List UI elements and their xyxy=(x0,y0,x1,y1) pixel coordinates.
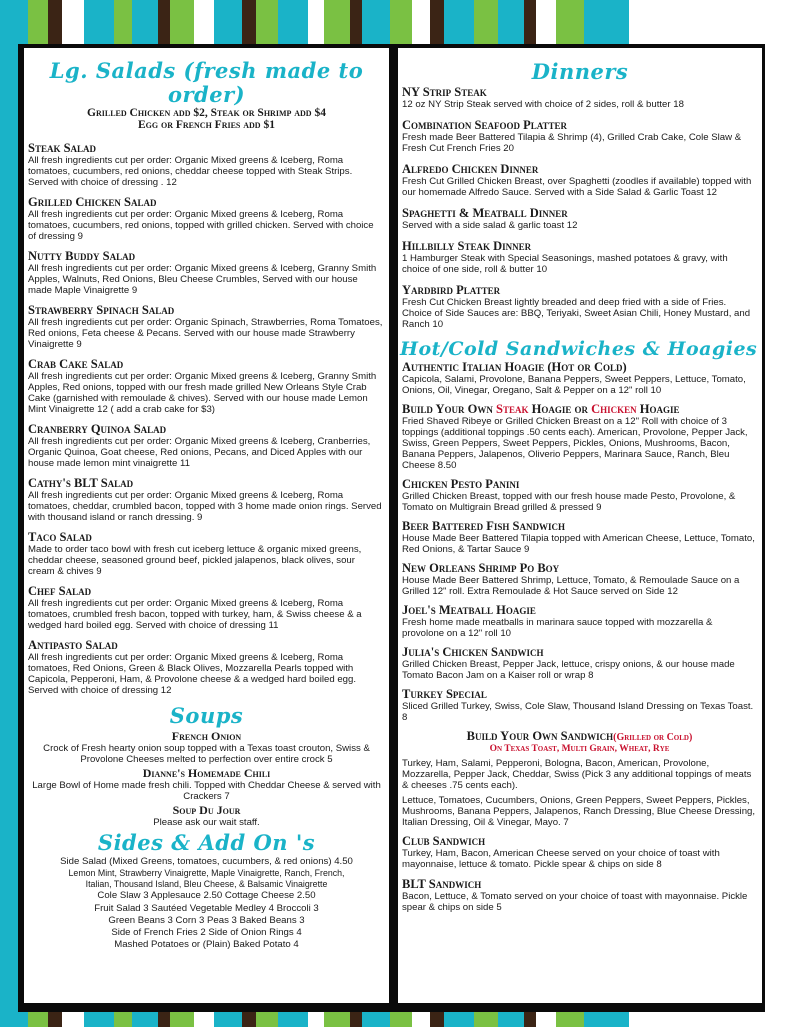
salad-item xyxy=(28,195,384,242)
dinner-desc: 1 Hamburger Steak with Special Seasonings, mashed potatoes & gravy, with choice of one side, roll & butter 10 xyxy=(402,253,728,275)
salad-item xyxy=(28,303,384,350)
sandwiches-list xyxy=(398,360,762,913)
club-sandwich-desc: Turkey, Ham, Bacon, American Cheese served on your choice of toast with mayonnaise, lettuce & tomato. Pickle spear & chips on side 8 xyxy=(402,848,720,870)
dinner-name: NY Strip Steak xyxy=(402,85,487,99)
byo-sandwich-desc-2: Lettuce, Tomatoes, Cucumbers, Onions, Green Peppers, Sweet Peppers, Pickles, Mushrooms, Banana Peppers, Jalapenos, Ranch Dressing, Blue Cheese Dressing, Italian Dressing, Oil & Vinegar, Mayo. 7 xyxy=(402,795,756,828)
sandwich-desc: Fresh home made meatballs in marinara sauce topped with mozzarella & provolone on a 12" roll 10 xyxy=(402,617,713,639)
salad-name: Cathy's BLT Salad xyxy=(28,476,134,490)
salad-item xyxy=(28,249,384,296)
byo-sandwich-breads: On Texas Toast, Multi Grain, Wheat, Rye xyxy=(489,744,670,754)
soup-item xyxy=(28,803,385,828)
soup-desc: Large Bowl of Home made fresh chili. Topped with Cheddar Cheese & served with Crackers 7 xyxy=(32,780,381,802)
soup-item xyxy=(28,729,385,765)
sandwich-name: Authentic Italian Hoagie (Hot or Cold) xyxy=(402,360,627,374)
dinner-name: Combination Seafood Platter xyxy=(402,118,568,132)
sandwich-name: Chicken Pesto Panini xyxy=(402,477,520,491)
salad-item xyxy=(28,638,384,696)
sandwich-name: Beer Battered Fish Sandwich xyxy=(402,519,565,533)
dinner-item xyxy=(402,85,757,110)
sandwich-desc: Grilled Chicken Breast, topped with our fresh house made Pesto, Provolone, & Tomato on Multigrain Bread grilled & pressed 9 xyxy=(402,491,736,513)
salad-desc: All fresh ingredients cut per order: Organic Mixed greens & Iceberg, Roma tomatoes, cucumbers, red onions, topped with grilled chicken. Served with choice of dressing 9 xyxy=(28,209,374,242)
sandwich-name: Turkey Special xyxy=(402,687,487,701)
dinner-item xyxy=(402,162,757,198)
dinner-item xyxy=(402,239,757,275)
dinner-item xyxy=(402,118,757,154)
soups-list xyxy=(24,729,389,828)
sandwich-items xyxy=(402,477,757,723)
salad-name: Crab Cake Salad xyxy=(28,357,124,371)
salad-desc: Made to order taco bowl with fresh cut iceberg lettuce & organic mixed greens, cheddar cheese, seasoned ground beef, pickled jalapenos, black olives, sour cream & chives 9 xyxy=(28,544,362,577)
side-line: Fruit Salad 3 Sautéed Vegetable Medley 4 Broccoli 3 xyxy=(94,902,319,914)
side-line: Mashed Potatoes or (Plain) Baked Potato 4 xyxy=(114,939,299,951)
salad-item xyxy=(28,530,384,577)
sandwich-desc: Capicola, Salami, Provolone, Banana Peppers, Sweet Peppers, Lettuce, Tomato, Onions, Oil, Vinegar, Oregano, Salt & Pepper on a 12" roll 10 xyxy=(402,374,746,396)
sandwich-name: New Orleans Shrimp Po Boy xyxy=(402,561,560,575)
byo-hoagie-chicken: Chicken xyxy=(591,402,637,416)
byo-hoagie-pre: Build Your Own xyxy=(402,402,497,416)
sides-list xyxy=(24,856,389,952)
soup-item xyxy=(28,766,385,802)
dinner-item xyxy=(402,206,757,231)
byo-sandwich-name: Build Your Own Sandwich xyxy=(466,729,614,743)
dinner-desc: Served with a side salad & garlic toast 12 xyxy=(402,220,578,231)
byo-hoagie-name xyxy=(402,402,757,416)
side-line: Lemon Mint, Strawberry Vinaigrette, Maple Vinaigrette, Ranch, French, xyxy=(68,868,345,879)
side-line: Side Salad (Mixed Greens, tomatoes, cucumbers, & red onions) 4.50 xyxy=(60,856,353,867)
sandwich-item xyxy=(402,603,757,639)
salad-name: Cranberry Quinoa Salad xyxy=(28,422,167,436)
soup-desc: Crock of Fresh hearty onion soup topped with a Texas toast crouton, Swiss & Provolone Cheeses melted to perfection over entire crock 5 xyxy=(43,743,370,765)
sandwich-name: Julia's Chicken Sandwich xyxy=(402,645,544,659)
salad-name: Taco Salad xyxy=(28,530,92,544)
sandwich-desc: Grilled Chicken Breast, Pepper Jack, lettuce, crispy onions, & our house made Tomato Bacon Jam on a Kaiser roll or wrap 8 xyxy=(402,659,735,681)
dinner-name: Spaghetti & Meatball Dinner xyxy=(402,206,568,220)
salads-title: Lg. Salads (fresh made to order) xyxy=(49,58,364,107)
dinner-item xyxy=(402,283,757,330)
salad-desc: All fresh ingredients cut per order: Organic Mixed greens & Iceberg, Granny Smith Apples, Walnuts, Red Onions, Bleu Cheese Crumbles, Served with our house made Maple Vinaigrette 9 xyxy=(28,263,377,296)
salad-item xyxy=(28,476,384,523)
left-menu-panel xyxy=(24,48,389,1003)
salad-desc: All fresh ingredients cut per order: Organic Mixed greens & Iceberg, Roma tomatoes, crumbled fresh bacon, topped with turkey, ham, & Swiss cheese & a wedged hard boiled egg. Served with choice of dressing 11 xyxy=(28,598,362,631)
salad-desc: All fresh ingredients cut per order: Organic Mixed greens & Iceberg, Roma tomatoes, cucumbers, red onions, cheddar cheese topped with Steak Strips. Served with choice of dressing . 12 xyxy=(28,155,353,188)
salad-desc: All fresh ingredients cut per order: Organic Spinach, Strawberries, Roma Tomatoes, Red onions, Feta cheese & Pecans. Served with our house made Strawberry Vinaigrette 9 xyxy=(28,317,383,350)
byo-sandwich-desc-1: Turkey, Ham, Salami, Pepperoni, Bologna, Bacon, American, Provolone, Mozzarella, Pepper Jack, Cheddar, Swiss (Pick 3 any additional toppings of meats & cheeses .75 cents each). xyxy=(402,758,752,791)
side-line: Cole Slaw 3 Applesauce 2.50 Cottage Cheese 2.50 xyxy=(97,890,316,902)
sandwich-desc: Sliced Grilled Turkey, Swiss, Cole Slaw, Thousand Island Dressing on Texas Toast. 8 xyxy=(402,701,754,723)
dinners-list xyxy=(398,85,762,330)
soups-title: Soups xyxy=(169,703,244,728)
salad-desc: All fresh ingredients cut per order: Organic Mixed greens & Iceberg, Cranberries, Organic Quinoa, Goat cheese, Red onions, Pecans, and Diced Apples with our house made lemon mint vinaigrette 11 xyxy=(28,436,371,469)
sandwich-item xyxy=(402,360,757,396)
byo-hoagie-steak: Steak xyxy=(496,402,529,416)
dinner-desc: Fresh Cut Chicken Breast lightly breaded and deep fried with a side of Fries. Choice of Side Sauces are: BBQ, Teriyaki, Sweet Asian Chili, Honey Mustard, and Ranch 10 xyxy=(402,297,751,330)
soup-name: French Onion xyxy=(171,729,242,743)
side-line: Italian, Thousand Island, Bleu Cheese, & Balsamic Vinaigrette xyxy=(85,879,328,890)
side-line: Green Beans 3 Corn 3 Peas 3 Baked Beans 3 xyxy=(108,914,305,926)
salad-desc: All fresh ingredients cut per order: Organic Mixed greens & Iceberg, Roma tomatoes, cheddar, crumbled bacon, topped with 3 home made onion rings. Served with thousand island or ranch dressing. 9 xyxy=(28,490,382,523)
dinner-desc: 12 oz NY Strip Steak served with choice of 2 sides, roll & butter 18 xyxy=(402,99,684,110)
dinner-name: Yardbird Platter xyxy=(402,283,501,297)
sides-title: Sides & Add On 's xyxy=(97,830,316,855)
dinner-desc: Fresh made Beer Battered Tilapia & Shrimp (4), Grilled Crab Cake, Cole Slaw & Fresh Cut French Fries 20 xyxy=(402,132,742,154)
sandwich-item xyxy=(402,687,757,723)
byo-sandwich xyxy=(402,729,757,828)
right-menu-panel xyxy=(398,48,762,1003)
salads-addon-note-1: Grilled Chicken add $2, Steak or Shrimp add $4 xyxy=(87,107,326,119)
sandwich-item xyxy=(402,477,757,513)
club-sandwich-name: Club Sandwich xyxy=(402,834,486,848)
byo-hoagie-desc: Fried Shaved Ribeye or Grilled Chicken Breast on a 12" Roll with choice of 3 toppings (additional toppings .50 cents each). American, Provolone, Pepper Jack, Swiss, Green Peppers, Sweet Peppers, Pickles, Onions, Mushrooms, Bacon, Banana Peppers, Jalapenos, Oliverio Peppers, Marinara Sauce, Ranch, Bleu Cheese 8.50 xyxy=(402,416,748,471)
blt-sandwich-name: BLT Sandwich xyxy=(402,877,482,891)
salads-addon-note-2: Egg or French Fries add $1 xyxy=(138,119,275,131)
salad-item xyxy=(28,584,384,631)
salad-item xyxy=(28,422,384,469)
salad-name: Strawberry Spinach Salad xyxy=(28,303,175,317)
dinner-name: Hillbilly Steak Dinner xyxy=(402,239,532,253)
sandwich-item xyxy=(402,561,757,597)
soup-name: Dianne's Homemade Chili xyxy=(142,766,271,780)
dinner-desc: Fresh Cut Grilled Chicken Breast, over Spaghetti (zoodles if available) topped with our homemade Alfredo Sauce. Served with a Side Salad & Garlic Toast 12 xyxy=(402,176,752,198)
side-line: Side of French Fries 2 Side of Onion Rings 4 xyxy=(111,927,302,939)
byo-hoagie xyxy=(402,402,757,471)
salad-name: Chef Salad xyxy=(28,584,92,598)
club-sandwich xyxy=(402,834,757,870)
sandwich-desc: House Made Beer Battered Shrimp, Lettuce, Tomato, & Remoulade Sauce on a Grilled 12" roll. Extra Remoulade & Hot Sauce served on Side 12 xyxy=(402,575,740,597)
byo-hoagie-post: Hoagie xyxy=(636,402,680,416)
sandwich-name: Joel's Meatball Hoagie xyxy=(402,603,536,617)
byo-hoagie-mid: Hoagie or xyxy=(528,402,592,416)
salad-name: Steak Salad xyxy=(28,141,97,155)
salad-desc: All fresh ingredients cut per order: Organic Mixed greens & Iceberg, Roma tomatoes, Red Onions, Green & Black Olives, Mozzarella Pearls topped with Capicola, Pepperoni, Ham, & Provolone cheese & a wedged hard boiled egg. Served with choice of dressing 12 xyxy=(28,652,356,696)
sandwich-item xyxy=(402,645,757,681)
salad-desc: All fresh ingredients cut per order: Organic Mixed greens & Iceberg, Granny Smith Apples, Red onions, topped with our fresh made grilled New Orleans Style Crab Cake (garnished with remoulade & chives). Served with our house made Lemon Mint Vinaigrette 12 ( add a crab cake for $3) xyxy=(28,371,377,415)
salad-item xyxy=(28,357,384,415)
salad-name: Grilled Chicken Salad xyxy=(28,195,157,209)
salad-name: Antipasto Salad xyxy=(28,638,118,652)
byo-sandwich-suffix: (Grilled or Cold) xyxy=(613,732,693,743)
soup-desc: Please ask our wait staff. xyxy=(153,817,260,828)
blt-sandwich xyxy=(402,877,757,913)
byo-sandwich-header xyxy=(402,729,757,744)
salads-list xyxy=(24,141,389,696)
dinner-name: Alfredo Chicken Dinner xyxy=(402,162,539,176)
dinners-title: Dinners xyxy=(531,59,629,84)
sandwich-desc: House Made Beer Battered Tilapia topped with American Cheese, Lettuce, Tomato, Red Onions, & Tartar Sauce 9 xyxy=(402,533,755,555)
salad-name: Nutty Buddy Salad xyxy=(28,249,136,263)
sandwiches-title: Hot/Cold Sandwiches & Hoagies xyxy=(400,338,758,360)
soup-name: Soup Du Jour xyxy=(172,803,241,817)
salad-item xyxy=(28,141,384,188)
blt-sandwich-desc: Bacon, Lettuce, & Tomato served on your choice of toast with mayonnaise. Pickle spear & chips on side 5 xyxy=(402,891,748,913)
sandwich-item xyxy=(402,519,757,555)
